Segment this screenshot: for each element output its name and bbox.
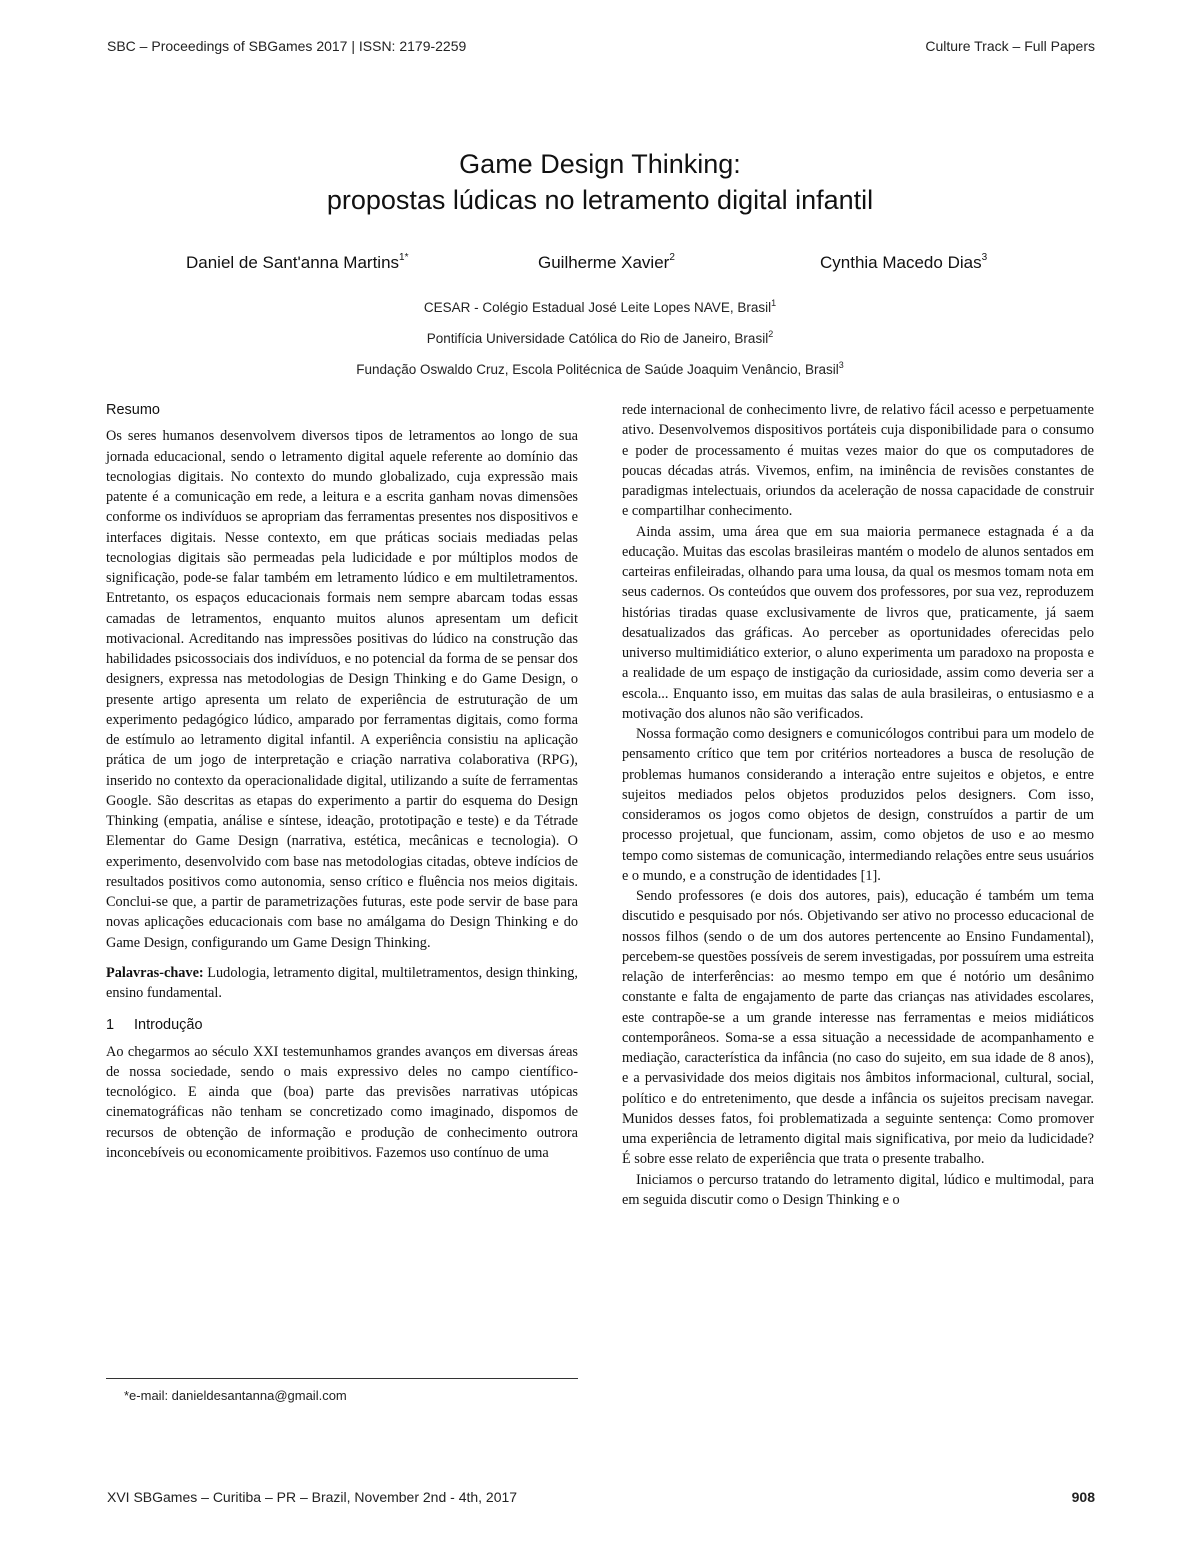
section-1-title: Introdução: [134, 1017, 203, 1034]
footer-conference: XVI SBGames – Curitiba – PR – Brazil, November 2nd - 4th, 2017: [107, 1489, 518, 1505]
author-1-sup: 1*: [399, 252, 409, 263]
page-footer: [107, 1489, 1095, 1505]
intro-paragraph-4: Sendo professores (e dois dos autores, pais), educação é também um tema discutido e pesquisado por nós. Objetivando ser ativo no processo educacional de nossos filhos (sendo o de um dos autores pertencente ao Ensino Fundamental), percebem-se questões possíveis de serem investigadas, por possuírem uma estreita relação de interferências: ao mesmo tempo em que é notório um desânimo constante e falta de engajamento de parte das crianças nas atividades escolares, este contrapõe-se a um grande interesse nas ferramentas e meios midiáticos contemporâneos. Soma-se a essa situação a necessidade de acompanhamento e mediação, característica da infância (no caso do sujeito, em sua idade de 8 anos), e a pervasividade dos meios digitais nos âmbitos informacional, cultural, social, político e do entretenimento, que desde a infância os sujeitos precisam navegar. Munidos desses fatos, foi problematizada a seguinte sentença: Como promover uma experiência de letramento digital mais significativa, por meio da ludicidade? É sobre esse relato de experiência que trata o presente trabalho.: [622, 888, 1094, 1168]
title-line-2: propostas lúdicas no letramento digital infantil: [326, 185, 874, 215]
affiliation-1: [0, 290, 1200, 321]
affiliation-1-text: CESAR - Colégio Estadual José Leite Lopes NAVE, Brasil: [423, 300, 772, 315]
affiliation-2: [0, 321, 1200, 352]
author-2: [538, 252, 675, 273]
abstract-text: Os seres humanos desenvolvem diversos tipos de letramentos ao longo de sua jornada educacional, sendo o letramento digital aquele referente ao domínio das tecnologias digitais. No contexto do mundo globalizado, cuja expressão mais patente é a comunicação em rede, a leitura e a escrita ganham novas dimensões conforme os indivíduos se apropriam das ferramentas presentes nos dispositivos e interfaces digitais. Nesse contexto, em que práticas sociais mediadas pelas tecnologias digitais são permeadas pela ludicidade e por múltiplos modos de significação, pode-se falar também em letramento lúdico e em multiletramentos. Entretanto, os espaços educacionais formais nem sempre abarcam todas essas camadas de letramentos, enquanto muitos alunos apresentam um deficit motivacional. Acreditando nas impressões positivas do lúdico na construção das habilidades psicossociais dos indivíduos, e no potencial da forma de se pensar dos designers, expressa nas metodologias de Design Thinking e do Game Design, o presente artigo apresenta um relato de experiência de estruturação de um experimento pedagógico lúdico, amparado por ferramentas digitais, como forma de estímulo ao letramento digital infantil. A experiência consistiu na aplicação prática de um jogo de interpretação e criação narrativa colaborativa (RPG), inserido no contexto da operacionalidade digital, utilizando a suíte de ferramentas Google. São descritas as etapas do experimento a partir do esquema do Design Thinking (empatia, análise e síntese, ideação, prototipação e teste) e da Tétrade Elementar do Game Design (narrativa, estética, mecânicas e tecnologia). O experimento, desenvolvido com base nas metodologias citadas, obteve indícios de resultados positivos como autonomia, senso crítico e fluência nos meios digitais. Conclui-se que, a partir de parametrizações futuras, este pode servir de base para novas aplicações educacionais com base no amálgama do Design Thinking e do Game Design, configurando um Game Design Thinking.: [106, 428, 578, 951]
affiliation-list: [0, 290, 1200, 383]
author-2-name: Guilherme Xavier: [538, 253, 670, 272]
title-line-1: Game Design Thinking:: [459, 149, 741, 179]
page-number: 908: [1071, 1489, 1095, 1505]
affiliation-3-sup: 3: [838, 360, 844, 370]
author-3-sup: 3: [981, 252, 988, 263]
section-1-number: 1: [106, 1017, 115, 1034]
footnote: *e-mail: danieldesantanna@gmail.com: [124, 1388, 347, 1403]
keywords: [106, 963, 578, 1004]
author-1: [186, 252, 409, 273]
abstract-heading: Resumo: [106, 402, 160, 418]
header-right: Culture Track – Full Papers: [925, 38, 1095, 54]
section-1-heading: [106, 1015, 578, 1035]
affiliation-3: [0, 352, 1200, 383]
keywords-text: Ludologia, letramento digital, multiletramentos, design thinking, ensino fundamental.: [106, 964, 578, 1001]
running-header: [107, 38, 1095, 54]
author-3-name: Cynthia Macedo Dias: [820, 253, 982, 272]
affiliation-1-sup: 1: [771, 298, 777, 308]
intro-paragraph-1-start: Ao chegarmos ao século XXI testemunhamos grandes avanços em diversas áreas de nossa sociedade, sendo o mais expressivo deles no campo científico-tecnológico. E ainda que (boa) parte das previsões narrativas utópicas cinematográficas não tenham se concretizado como imaginado, dispomos de recursos de obtenção de informação e produção de conhecimento outrora inconcebíveis ou economicamente proibitivos. Fazemos uso contínuo de uma: [106, 1043, 578, 1161]
paper-title: [0, 146, 1200, 218]
header-left: SBC – Proceedings of SBGames 2017 | ISSN: 2179-2259: [107, 38, 467, 54]
intro-paragraph-5: Iniciamos o percurso tratando do letramento digital, lúdico e multimodal, para em seguida discutir como o Design Thinking e o: [622, 1171, 1094, 1208]
keywords-label: Palavras-chave:: [106, 964, 204, 981]
intro-paragraph-1-continued: rede internacional de conhecimento livre, de relativo fácil acesso e perpetuamente ativo. Desenvolvemos dispositivos portáteis cuja disponibilidade para o consumo e poder de processamento é muitas vezes maior do que os computadores de poucas décadas atrás. Vivemos, enfim, na iminência de revisões constantes de paradigmas intelectuais, oriundos da aceleração de nossa capacidade de construir e compartilhar conhecimento.: [622, 402, 1094, 520]
author-3: [820, 252, 987, 273]
affiliation-2-text: Pontifícia Universidade Católica do Rio de Janeiro, Brasil: [426, 331, 769, 346]
intro-paragraph-3: Nossa formação como designers e comunicólogos contribui para um modelo de pensamento crítico que tem por critérios norteadores a busca de resolução de problemas humanos considerando a interação entre sujeitos e objetos, e entre sujeitos mediados pelos objetos produzidos pelos designers. Com isso, consideramos os jogos como objetos de design, construídos a partir de um processo projetual, que funcionam, assim, como objetos de uso e ao mesmo tempo como sistemas de comunicação, intermediando relações entre seus usuários e o mundo, e a construção de identidades [1].: [622, 726, 1094, 884]
affiliation-2-sup: 2: [768, 329, 774, 339]
affiliation-3-text: Fundação Oswaldo Cruz, Escola Politécnica de Saúde Joaquim Venâncio, Brasil: [356, 362, 839, 377]
right-column: [622, 400, 1094, 1210]
intro-paragraph-2: Ainda assim, uma área que em sua maioria permanece estagnada é a da educação. Muitas das escolas brasileiras mantém o modelo de alunos sentados em carteiras enfileiradas, olhando para uma lousa, da qual os mesmos tomam nota em seus cadernos. Os conteúdos que ouvem dos professores, por sua vez, reproduzem histórias tiradas quase exclusivamente de livros que, praticamente, já saem desatualizados das gráficas. Ao perceber as oportunidades oferecidas pelo universo multimidiático exterior, o aluno experimenta um paradoxo na proposta e a realidade de um espaço de instigação da curiosidade, assim como deveria ser a escola... Enquanto isso, em muitas das salas de aula brasileiras, o entusiasmo e a motivação dos alunos não são verificados.: [622, 523, 1094, 722]
footnote-rule: [106, 1378, 578, 1379]
left-column: [106, 400, 578, 1163]
author-1-name: Daniel de Sant'anna Martins: [186, 253, 400, 272]
author-2-sup: 2: [669, 252, 675, 263]
